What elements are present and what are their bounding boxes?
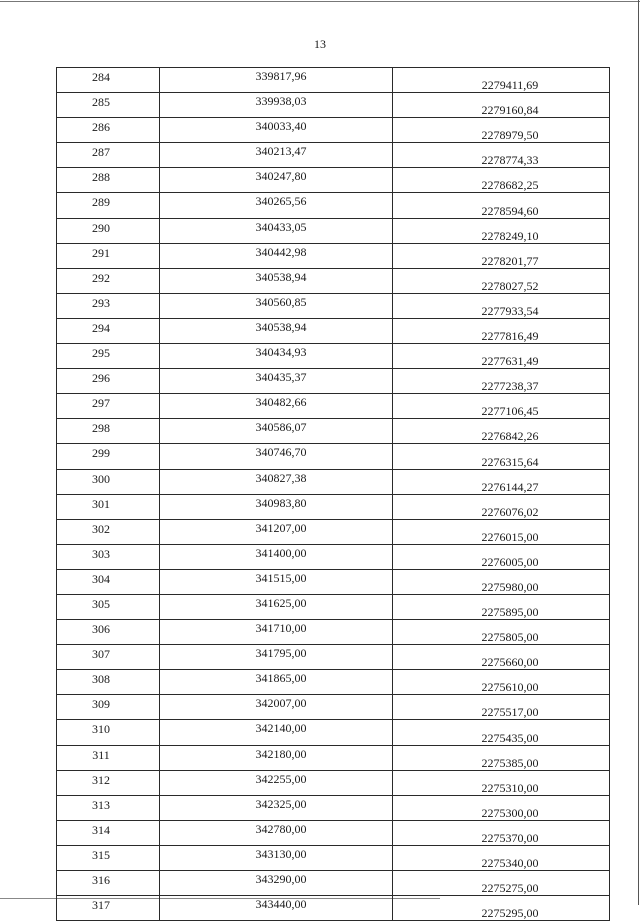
y-coordinate-cell: 2275805,00 xyxy=(393,620,610,645)
y-coordinate-cell: 2278249,10 xyxy=(393,218,610,243)
y-coordinate-cell: 2275385,00 xyxy=(393,745,610,770)
y-coordinate-cell: 2275295,00 xyxy=(393,896,610,921)
point-number-cell: 292 xyxy=(57,268,160,293)
table-row xyxy=(57,745,610,770)
table-row xyxy=(57,871,610,896)
y-coordinate-cell: 2277933,54 xyxy=(393,293,610,318)
x-coordinate-cell: 339817,96 xyxy=(160,68,393,93)
table-row xyxy=(57,896,610,921)
y-coordinate-cell: 2275660,00 xyxy=(393,645,610,670)
point-number-cell: 306 xyxy=(57,620,160,645)
y-coordinate-cell: 2276005,00 xyxy=(393,544,610,569)
x-coordinate-cell: 340586,07 xyxy=(160,419,393,444)
table-row xyxy=(57,143,610,168)
point-number-cell: 307 xyxy=(57,645,160,670)
point-number-cell: 301 xyxy=(57,494,160,519)
table-row xyxy=(57,243,610,268)
table-row xyxy=(57,118,610,143)
x-coordinate-cell: 341865,00 xyxy=(160,670,393,695)
y-coordinate-cell: 2277238,37 xyxy=(393,369,610,394)
point-number-cell: 302 xyxy=(57,519,160,544)
point-number-cell: 314 xyxy=(57,820,160,845)
y-coordinate-cell: 2278027,52 xyxy=(393,268,610,293)
table-row xyxy=(57,318,610,343)
page-border-right xyxy=(638,0,639,905)
point-number-cell: 299 xyxy=(57,444,160,469)
point-number-cell: 305 xyxy=(57,594,160,619)
table-row xyxy=(57,268,610,293)
table-row xyxy=(57,670,610,695)
x-coordinate-cell: 340433,05 xyxy=(160,218,393,243)
x-coordinate-cell: 340434,93 xyxy=(160,344,393,369)
x-coordinate-cell: 342780,00 xyxy=(160,820,393,845)
point-number-cell: 316 xyxy=(57,871,160,896)
x-coordinate-cell: 341207,00 xyxy=(160,519,393,544)
point-number-cell: 310 xyxy=(57,720,160,745)
coordinates-table xyxy=(56,67,610,921)
x-coordinate-cell: 339938,03 xyxy=(160,93,393,118)
table-row xyxy=(57,394,610,419)
y-coordinate-cell: 2275895,00 xyxy=(393,594,610,619)
table-row xyxy=(57,469,610,494)
point-number-cell: 296 xyxy=(57,369,160,394)
point-number-cell: 284 xyxy=(57,68,160,93)
table-row xyxy=(57,419,610,444)
table-row xyxy=(57,594,610,619)
point-number-cell: 294 xyxy=(57,318,160,343)
table-row xyxy=(57,293,610,318)
y-coordinate-cell: 2278594,60 xyxy=(393,193,610,218)
table-row xyxy=(57,544,610,569)
x-coordinate-cell: 342140,00 xyxy=(160,720,393,745)
x-coordinate-cell: 340560,85 xyxy=(160,293,393,318)
y-coordinate-cell: 2275517,00 xyxy=(393,695,610,720)
point-number-cell: 317 xyxy=(57,896,160,921)
x-coordinate-cell: 340983,80 xyxy=(160,494,393,519)
point-number-cell: 298 xyxy=(57,419,160,444)
point-number-cell: 313 xyxy=(57,795,160,820)
point-number-cell: 287 xyxy=(57,143,160,168)
table-row xyxy=(57,845,610,870)
point-number-cell: 286 xyxy=(57,118,160,143)
x-coordinate-cell: 342007,00 xyxy=(160,695,393,720)
x-coordinate-cell: 342325,00 xyxy=(160,795,393,820)
table-row xyxy=(57,494,610,519)
table-row xyxy=(57,820,610,845)
x-coordinate-cell: 341625,00 xyxy=(160,594,393,619)
table-row xyxy=(57,620,610,645)
page-number: 13 xyxy=(314,37,326,51)
y-coordinate-cell: 2278682,25 xyxy=(393,168,610,193)
point-number-cell: 304 xyxy=(57,569,160,594)
y-coordinate-cell: 2277106,45 xyxy=(393,394,610,419)
y-coordinate-cell: 2275310,00 xyxy=(393,770,610,795)
y-coordinate-cell: 2278201,77 xyxy=(393,243,610,268)
x-coordinate-cell: 340482,66 xyxy=(160,394,393,419)
table-row xyxy=(57,770,610,795)
table-row xyxy=(57,168,610,193)
table-row xyxy=(57,93,610,118)
y-coordinate-cell: 2275610,00 xyxy=(393,670,610,695)
point-number-cell: 308 xyxy=(57,670,160,695)
table-row xyxy=(57,193,610,218)
x-coordinate-cell: 340442,98 xyxy=(160,243,393,268)
y-coordinate-cell: 2276015,00 xyxy=(393,519,610,544)
table-row xyxy=(57,444,610,469)
y-coordinate-cell: 2278774,33 xyxy=(393,143,610,168)
point-number-cell: 291 xyxy=(57,243,160,268)
x-coordinate-cell: 340538,94 xyxy=(160,268,393,293)
y-coordinate-cell: 2278979,50 xyxy=(393,118,610,143)
point-number-cell: 288 xyxy=(57,168,160,193)
table-row xyxy=(57,344,610,369)
y-coordinate-cell: 2276315,64 xyxy=(393,444,610,469)
point-number-cell: 311 xyxy=(57,745,160,770)
y-coordinate-cell: 2277631,49 xyxy=(393,344,610,369)
y-coordinate-cell: 2275980,00 xyxy=(393,569,610,594)
x-coordinate-cell: 342255,00 xyxy=(160,770,393,795)
x-coordinate-cell: 340538,94 xyxy=(160,318,393,343)
x-coordinate-cell: 340827,38 xyxy=(160,469,393,494)
x-coordinate-cell: 340746,70 xyxy=(160,444,393,469)
y-coordinate-cell: 2279411,69 xyxy=(393,68,610,93)
table-row xyxy=(57,720,610,745)
x-coordinate-cell: 340033,40 xyxy=(160,118,393,143)
point-number-cell: 312 xyxy=(57,770,160,795)
y-coordinate-cell: 2276842,26 xyxy=(393,419,610,444)
table-row xyxy=(57,519,610,544)
x-coordinate-cell: 343290,00 xyxy=(160,871,393,896)
table-row xyxy=(57,695,610,720)
point-number-cell: 315 xyxy=(57,845,160,870)
x-coordinate-cell: 341400,00 xyxy=(160,544,393,569)
x-coordinate-cell: 341710,00 xyxy=(160,620,393,645)
x-coordinate-cell: 343440,00 xyxy=(160,896,393,921)
table-row xyxy=(57,645,610,670)
page-border-top xyxy=(0,1,640,2)
x-coordinate-cell: 343130,00 xyxy=(160,845,393,870)
point-number-cell: 295 xyxy=(57,344,160,369)
point-number-cell: 297 xyxy=(57,394,160,419)
x-coordinate-cell: 341795,00 xyxy=(160,645,393,670)
y-coordinate-cell: 2275370,00 xyxy=(393,820,610,845)
y-coordinate-cell: 2275300,00 xyxy=(393,795,610,820)
point-number-cell: 289 xyxy=(57,193,160,218)
table-row xyxy=(57,68,610,93)
y-coordinate-cell: 2276144,27 xyxy=(393,469,610,494)
point-number-cell: 309 xyxy=(57,695,160,720)
point-number-cell: 290 xyxy=(57,218,160,243)
x-coordinate-cell: 340265,56 xyxy=(160,193,393,218)
y-coordinate-cell: 2277816,49 xyxy=(393,318,610,343)
x-coordinate-cell: 341515,00 xyxy=(160,569,393,594)
table-row xyxy=(57,795,610,820)
y-coordinate-cell: 2275435,00 xyxy=(393,720,610,745)
table-row xyxy=(57,569,610,594)
x-coordinate-cell: 340435,37 xyxy=(160,369,393,394)
coordinates-table-body xyxy=(57,68,610,921)
point-number-cell: 293 xyxy=(57,293,160,318)
x-coordinate-cell: 340213,47 xyxy=(160,143,393,168)
point-number-cell: 300 xyxy=(57,469,160,494)
table-row xyxy=(57,369,610,394)
y-coordinate-cell: 2276076,02 xyxy=(393,494,610,519)
y-coordinate-cell: 2275275,00 xyxy=(393,871,610,896)
y-coordinate-cell: 2279160,84 xyxy=(393,93,610,118)
table-row xyxy=(57,218,610,243)
x-coordinate-cell: 340247,80 xyxy=(160,168,393,193)
y-coordinate-cell: 2275340,00 xyxy=(393,845,610,870)
x-coordinate-cell: 342180,00 xyxy=(160,745,393,770)
point-number-cell: 303 xyxy=(57,544,160,569)
point-number-cell: 285 xyxy=(57,93,160,118)
